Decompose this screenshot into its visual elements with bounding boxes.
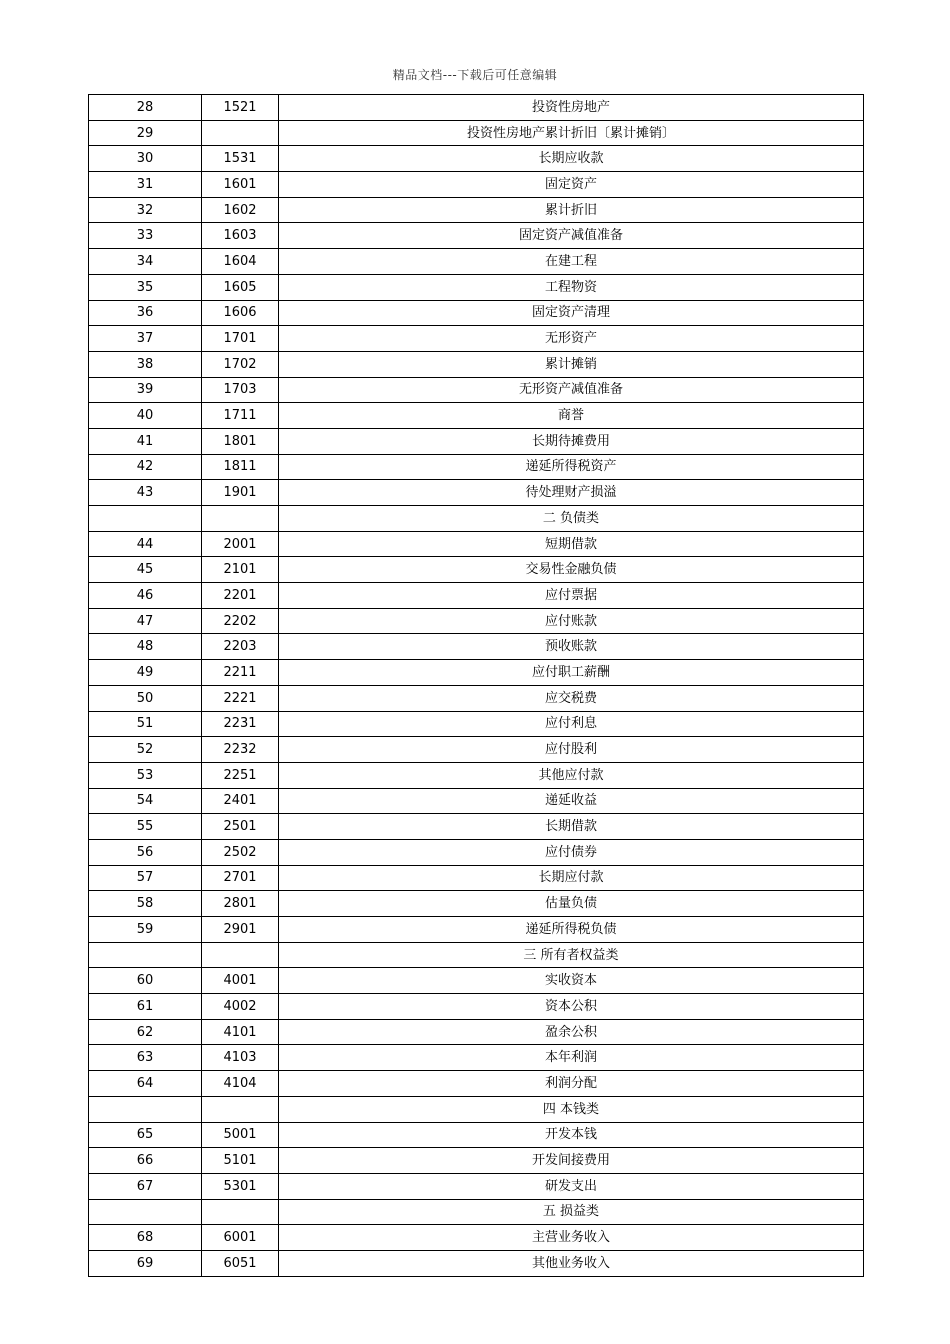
row-seq-cell: 57 [89,865,202,891]
row-seq-cell [89,942,202,968]
table-row [89,1225,864,1251]
row-name-cell: 固定资产 [279,172,864,198]
row-code-cell: 1531 [202,146,279,172]
row-name-cell: 短期借款 [279,531,864,557]
row-code-cell: 6051 [202,1250,279,1276]
row-name-cell: 四 本钱类 [279,1096,864,1122]
row-seq-cell: 41 [89,428,202,454]
row-name-cell: 资本公积 [279,994,864,1020]
table-row [89,351,864,377]
row-name-cell: 研发支出 [279,1173,864,1199]
row-name-cell: 长期待摊费用 [279,428,864,454]
row-seq-cell: 36 [89,300,202,326]
table-row [89,377,864,403]
row-name-cell: 应付债券 [279,839,864,865]
row-code-cell: 5101 [202,1148,279,1174]
table-row [89,1173,864,1199]
row-name-cell: 固定资产减值准备 [279,223,864,249]
row-seq-cell: 51 [89,711,202,737]
row-name-cell: 交易性金融负债 [279,557,864,583]
row-name-cell: 投资性房地产累计折旧〔累计摊销〕 [279,120,864,146]
row-code-cell: 2401 [202,788,279,814]
row-code-cell: 4101 [202,1019,279,1045]
row-name-cell: 预收账款 [279,634,864,660]
table-row [89,197,864,223]
row-seq-cell: 45 [89,557,202,583]
table-row [89,531,864,557]
row-code-cell: 1711 [202,403,279,429]
row-code-cell: 5001 [202,1122,279,1148]
row-seq-cell: 43 [89,480,202,506]
row-seq-cell: 59 [89,917,202,943]
row-seq-cell: 67 [89,1173,202,1199]
row-seq-cell: 58 [89,891,202,917]
row-code-cell: 1603 [202,223,279,249]
table-row [89,403,864,429]
row-name-cell: 待处理财产损溢 [279,480,864,506]
row-code-cell: 4001 [202,968,279,994]
row-name-cell: 五 损益类 [279,1199,864,1225]
row-code-cell: 2211 [202,660,279,686]
row-name-cell: 工程物资 [279,274,864,300]
row-name-cell: 无形资产减值准备 [279,377,864,403]
row-name-cell: 应付股利 [279,737,864,763]
row-name-cell: 递延所得税负债 [279,917,864,943]
row-seq-cell: 69 [89,1250,202,1276]
row-code-cell [202,506,279,532]
table-row [89,737,864,763]
table-row [89,608,864,634]
row-seq-cell: 28 [89,95,202,121]
table-row [89,1250,864,1276]
row-name-cell: 商誉 [279,403,864,429]
row-seq-cell: 30 [89,146,202,172]
row-seq-cell: 44 [89,531,202,557]
row-seq-cell: 46 [89,583,202,609]
row-name-cell: 实收资本 [279,968,864,994]
row-seq-cell: 60 [89,968,202,994]
row-name-cell: 长期借款 [279,814,864,840]
row-name-cell: 盈余公积 [279,1019,864,1045]
table-row [89,865,864,891]
row-code-cell: 1703 [202,377,279,403]
row-code-cell: 1601 [202,172,279,198]
row-seq-cell: 50 [89,685,202,711]
table-row [89,557,864,583]
row-code-cell: 2001 [202,531,279,557]
table-row [89,1045,864,1071]
row-code-cell: 2202 [202,608,279,634]
row-code-cell: 2231 [202,711,279,737]
row-code-cell: 2501 [202,814,279,840]
row-code-cell: 2901 [202,917,279,943]
row-name-cell: 本年利润 [279,1045,864,1071]
row-seq-cell: 38 [89,351,202,377]
table-row [89,506,864,532]
table-row [89,762,864,788]
row-seq-cell: 49 [89,660,202,686]
table-row [89,428,864,454]
row-seq-cell [89,1199,202,1225]
row-seq-cell: 52 [89,737,202,763]
row-code-cell: 2251 [202,762,279,788]
table-row [89,274,864,300]
row-code-cell [202,1199,279,1225]
row-seq-cell: 64 [89,1071,202,1097]
row-name-cell: 累计摊销 [279,351,864,377]
table-row [89,223,864,249]
row-name-cell: 开发本钱 [279,1122,864,1148]
row-code-cell [202,120,279,146]
row-name-cell: 长期应收款 [279,146,864,172]
row-code-cell: 2221 [202,685,279,711]
table-row [89,968,864,994]
row-name-cell: 应付利息 [279,711,864,737]
row-code-cell: 1702 [202,351,279,377]
row-code-cell: 1605 [202,274,279,300]
row-code-cell: 2502 [202,839,279,865]
row-seq-cell: 63 [89,1045,202,1071]
table-row [89,1199,864,1225]
row-seq-cell: 48 [89,634,202,660]
row-name-cell: 累计折旧 [279,197,864,223]
row-seq-cell: 68 [89,1225,202,1251]
row-name-cell: 应付票据 [279,583,864,609]
row-seq-cell: 53 [89,762,202,788]
row-code-cell: 2801 [202,891,279,917]
table-row [89,120,864,146]
row-seq-cell: 55 [89,814,202,840]
row-seq-cell: 35 [89,274,202,300]
row-name-cell: 二 负债类 [279,506,864,532]
row-seq-cell: 42 [89,454,202,480]
row-seq-cell: 40 [89,403,202,429]
table-row [89,634,864,660]
accounts-table-body [89,95,864,1277]
table-row [89,1148,864,1174]
row-code-cell: 1801 [202,428,279,454]
table-row [89,917,864,943]
row-code-cell: 1901 [202,480,279,506]
row-name-cell: 长期应付款 [279,865,864,891]
row-name-cell: 递延所得税资产 [279,454,864,480]
table-row [89,1019,864,1045]
table-row [89,891,864,917]
row-seq-cell: 31 [89,172,202,198]
table-row [89,660,864,686]
table-row [89,480,864,506]
row-seq-cell: 65 [89,1122,202,1148]
table-row [89,95,864,121]
table-row [89,583,864,609]
table-row [89,1096,864,1122]
row-code-cell: 1602 [202,197,279,223]
row-name-cell: 投资性房地产 [279,95,864,121]
table-row [89,146,864,172]
row-name-cell: 在建工程 [279,249,864,275]
row-seq-cell [89,1096,202,1122]
row-seq-cell: 39 [89,377,202,403]
table-row [89,300,864,326]
row-name-cell: 估量负债 [279,891,864,917]
table-row [89,1071,864,1097]
row-seq-cell: 62 [89,1019,202,1045]
row-name-cell: 应付账款 [279,608,864,634]
table-row [89,839,864,865]
row-code-cell: 1521 [202,95,279,121]
table-row [89,685,864,711]
table-row [89,326,864,352]
row-code-cell: 2101 [202,557,279,583]
row-name-cell: 主营业务收入 [279,1225,864,1251]
row-name-cell: 应交税费 [279,685,864,711]
row-seq-cell: 37 [89,326,202,352]
row-seq-cell: 54 [89,788,202,814]
row-name-cell: 利润分配 [279,1071,864,1097]
row-code-cell: 2232 [202,737,279,763]
row-name-cell: 三 所有者权益类 [279,942,864,968]
row-code-cell: 5301 [202,1173,279,1199]
page-header: 精品文档---下载后可任意编辑 [392,68,558,82]
table-row [89,942,864,968]
row-code-cell: 2203 [202,634,279,660]
accounts-table [88,94,864,1277]
row-name-cell: 递延收益 [279,788,864,814]
row-code-cell: 4002 [202,994,279,1020]
table-row [89,814,864,840]
table-row [89,172,864,198]
row-name-cell: 开发间接费用 [279,1148,864,1174]
row-code-cell: 2201 [202,583,279,609]
row-code-cell: 1811 [202,454,279,480]
row-code-cell [202,1096,279,1122]
row-seq-cell: 47 [89,608,202,634]
table-row [89,994,864,1020]
row-seq-cell: 29 [89,120,202,146]
row-code-cell: 1604 [202,249,279,275]
row-name-cell: 其他应付款 [279,762,864,788]
table-row [89,454,864,480]
table-row [89,788,864,814]
row-name-cell: 其他业务收入 [279,1250,864,1276]
row-seq-cell [89,506,202,532]
table-row [89,711,864,737]
row-seq-cell: 33 [89,223,202,249]
row-seq-cell: 34 [89,249,202,275]
row-seq-cell: 61 [89,994,202,1020]
row-seq-cell: 66 [89,1148,202,1174]
row-name-cell: 应付职工薪酬 [279,660,864,686]
row-seq-cell: 32 [89,197,202,223]
row-code-cell: 4104 [202,1071,279,1097]
table-row [89,1122,864,1148]
row-name-cell: 固定资产清理 [279,300,864,326]
row-code-cell: 4103 [202,1045,279,1071]
row-code-cell: 1606 [202,300,279,326]
table-row [89,249,864,275]
row-seq-cell: 56 [89,839,202,865]
row-code-cell: 6001 [202,1225,279,1251]
row-name-cell: 无形资产 [279,326,864,352]
row-code-cell: 1701 [202,326,279,352]
row-code-cell [202,942,279,968]
row-code-cell: 2701 [202,865,279,891]
